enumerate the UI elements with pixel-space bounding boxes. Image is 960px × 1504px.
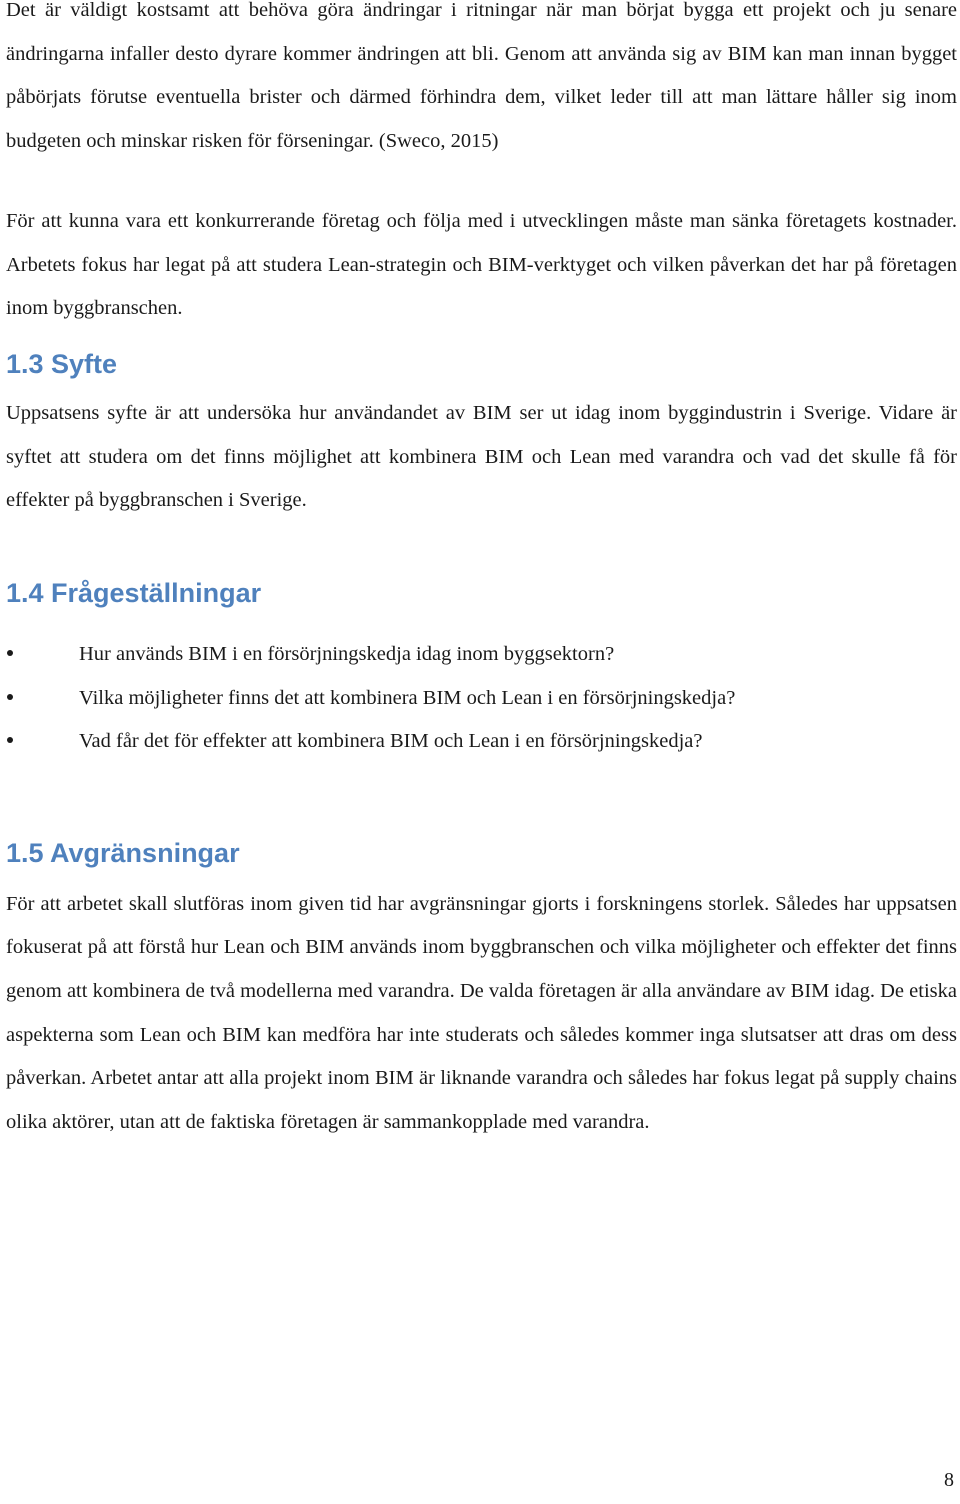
heading-syfte: 1.3 Syfte — [6, 348, 118, 379]
paragraph-intro-text: Det är väldigt kostsamt att behöva göra ändringar i ritningar när man börjat bygga ett projekt och ju senare ändringarna infaller desto dyrare kommer ändringen att bli. Genom att använda sig av BIM kan man innan bygget påbörjats förutse eventuella brister och därmed förhindra dem, vilket leder till att man lättare håller sig inom budgeten och minskar risken för förseningar. — [6, 0, 957, 153]
paragraph-syfte: Uppsatsens syfte är att undersöka hur användandet av BIM ser ut idag inom byggindustrin i Sverige. Vidare är syftet att studera om det finns möjlighet att kombinera BIM och Lean med varandra och vad det skulle få för effekter på byggbranschen i Sverige. — [6, 401, 957, 512]
list-item — [6, 720, 957, 764]
document-page — [6, 0, 957, 1145]
question-list — [6, 633, 957, 764]
citation: (Sweco, 2015) — [378, 130, 499, 153]
list-item-text: Vad får det för effekter att kombinera BIM och Lean i en försörjningskedja? — [79, 730, 703, 753]
heading-fragestallningar: 1.4 Frågeställningar — [6, 578, 262, 609]
list-item — [6, 633, 957, 677]
list-item-text: Hur används BIM i en försörjningskedja idag inom byggsektorn? — [79, 643, 615, 666]
list-item-text: Vilka möjligheter finns det att kombinera BIM och Lean i en försörjningskedja? — [79, 686, 736, 709]
page-number: 8 — [944, 1469, 954, 1491]
paragraph-focus: För att kunna vara ett konkurrerande företag och följa med i utvecklingen måste man sänka företagets kostnader. Arbetets fokus har legat på att studera Lean-strategin och BIM-verktyget och vilken påverkan det har på företagen inom byggbranschen. — [6, 209, 957, 320]
paragraph-intro — [6, 0, 957, 164]
bullet-icon — [7, 694, 13, 700]
list-item — [6, 677, 957, 721]
paragraph-avgransningar: För att arbetet skall slutföras inom given tid har avgränsningar gjorts i forskningens storlek. Således har uppsatsen fokuserat på att förstå hur Lean och BIM används inom byggbranschen och vilka möjligheter och effekter det finns genom att kombinera de två modellerna med varandra. De valda företagen är alla användare av BIM idag. De etiska aspekterna som Lean och BIM kan medföra har inte studerats och således kommer inga slutsatser att dras om dess påverkan. Arbetet antar att alla projekt inom BIM är liknande varandra och således har fokus legat på supply chains olika aktörer, utan att de faktiska företagen är sammankopplade med varandra. — [6, 892, 957, 1134]
heading-avgransningar: 1.5 Avgränsningar — [6, 837, 240, 868]
bullet-icon — [7, 737, 13, 743]
bullet-icon — [7, 650, 13, 656]
